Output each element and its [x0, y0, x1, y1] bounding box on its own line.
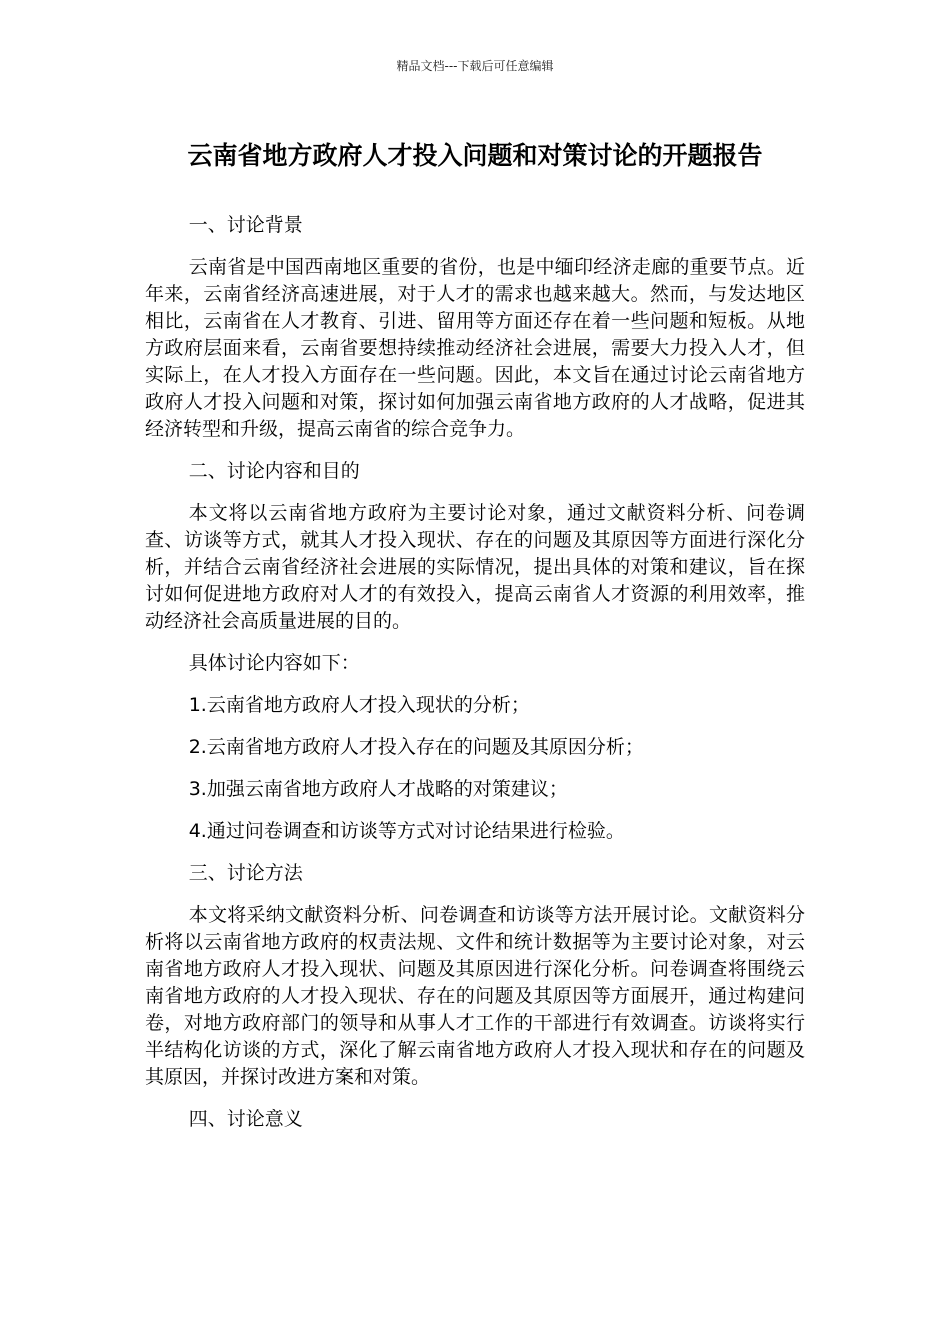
paragraph: 具体讨论内容如下：	[188, 652, 360, 674]
section-background	[145, 212, 805, 443]
section-significance	[145, 1106, 805, 1133]
section-heading: 三、讨论方法	[188, 862, 303, 884]
list-item: 3.加强云南省地方政府人才战略的对策建议；	[188, 778, 568, 800]
list-item: 4.通过问卷调查和访谈等方式对讨论结果进行检验。	[188, 820, 625, 842]
paragraph: 云南省是中国西南地区重要的省份，也是中缅印经济走廊的重要节点。近年来，云南省经济高速进展，对于人才的需求也越来越大。然而，与发达地区相比，云南省在人才教育、引进、留用等方面还存在着一些问题和短板。从地方政府层面来看，云南省要想持续推动经济社会进展，需要大力投入人才，但实际上，在人才投入方面存在一些问题。因此，本文旨在通过讨论云南省地方政府人才投入问题和对策，探讨如何加强云南省地方政府的人才战略，促进其经济转型和升级，提高云南省的综合竞争力。	[145, 256, 805, 440]
section-content-purpose	[145, 458, 805, 845]
section-methods	[145, 860, 805, 1091]
section-heading: 一、讨论背景	[188, 214, 303, 236]
header-watermark: 精品文档---下载后可任意编辑	[396, 59, 554, 73]
section-heading: 四、讨论意义	[188, 1108, 303, 1130]
document-title: 云南省地方政府人才投入问题和对策讨论的开题报告	[187, 141, 763, 170]
list-item: 1.云南省地方政府人才投入现状的分析；	[188, 694, 530, 716]
list-item: 2.云南省地方政府人才投入存在的问题及其原因分析；	[188, 736, 644, 758]
section-heading: 二、讨论内容和目的	[188, 460, 360, 482]
paragraph: 本文将以云南省地方政府为主要讨论对象，通过文献资料分析、问卷调查、访谈等方式，就其人才投入现状、存在的问题及其原因等方面进行深化分析，并结合云南省经济社会进展的实际情况，提出具体的对策和建议，旨在探讨如何促进地方政府对人才的有效投入，提高云南省人才资源的利用效率，推动经济社会高质量进展的目的。	[145, 502, 805, 632]
paragraph: 本文将采纳文献资料分析、问卷调查和访谈等方法开展讨论。文献资料分析将以云南省地方政府的权责法规、文件和统计数据等为主要讨论对象，对云南省地方政府人才投入现状、问题及其原因进行深化分析。问卷调查将围绕云南省地方政府的人才投入现状、存在的问题及其原因等方面展开，通过构建问卷，对地方政府部门的领导和从事人才工作的干部进行有效调查。访谈将实行半结构化访谈的方式，深化了解云南省地方政府人才投入现状和存在的问题及其原因，并探讨改进方案和对策。	[145, 904, 805, 1088]
document-body	[145, 212, 805, 1148]
